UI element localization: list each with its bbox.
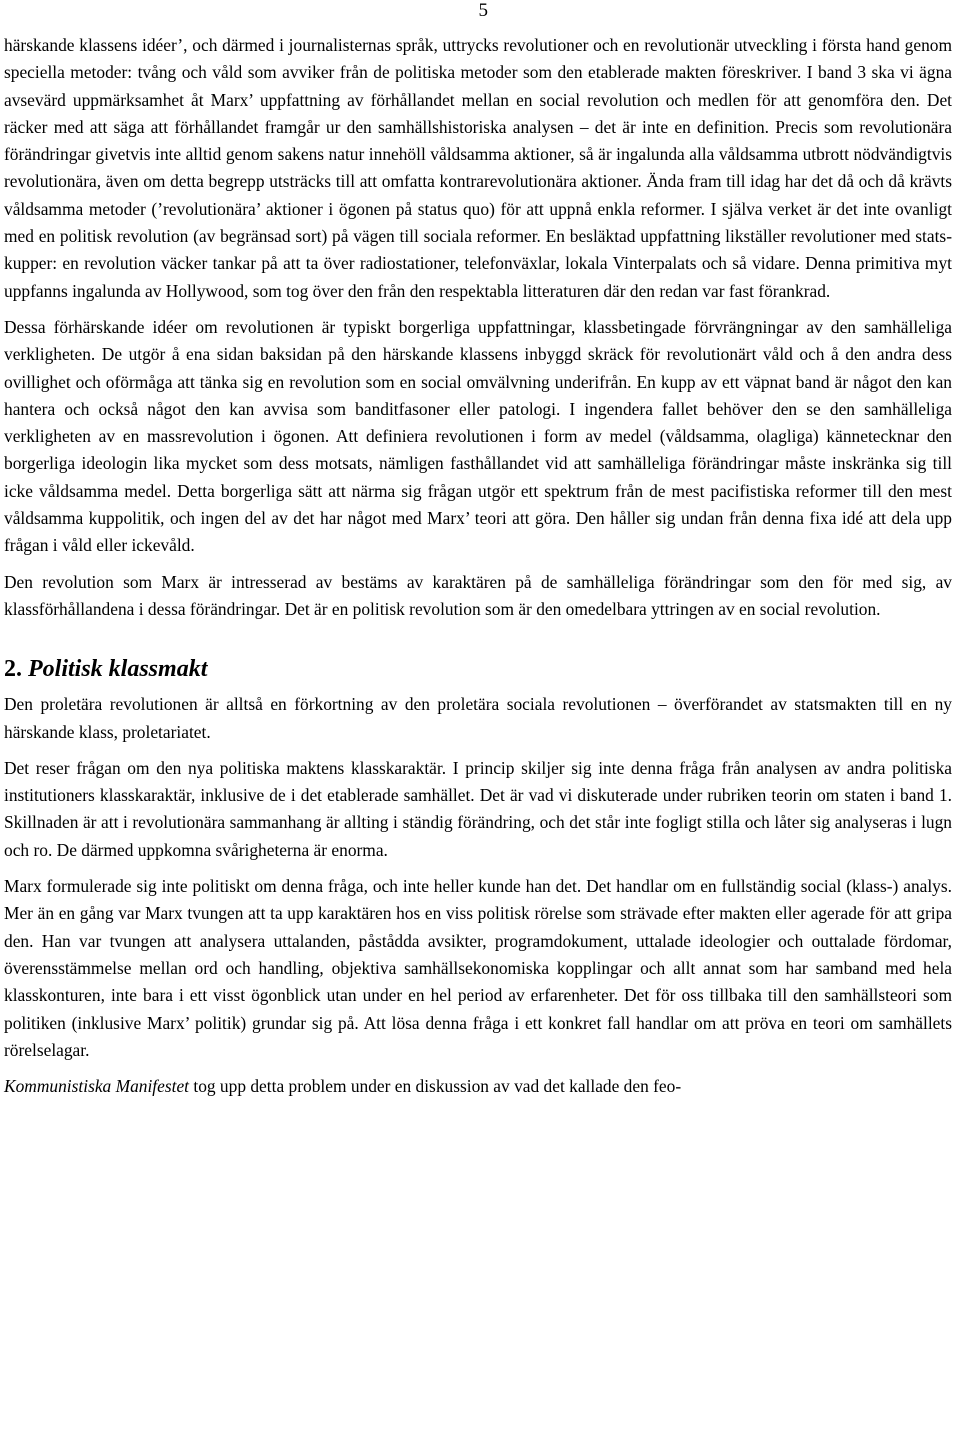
section-number: 2. <box>4 656 22 683</box>
paragraph: Marx formulerade sig inte politiskt om denna fråga, och inte heller kunde han det. Det handlar om en fullständig social (klass-) analys. Mer än en gång var Marx tvungen att ta upp karaktären hos en viss politisk rörelse som strävade efter makten eller agerade för att gripa den. Han var tvungen att analysera uttalanden, påstådda avsikter, programdokument, uttalade ideologier och outtalade fördomar, överensstämmelse mellan ord och handling, objektiva samhällsekonomiska kopplingar och allt annat som har samband med hela klasskonturen, inte bara i ett visst ögonblick utan under en hel period av erfarenheter. Det för oss tillbaka till den samhällsteori som politiken (inklusive Marx’ politik) grundar sig på. Att lösa denna fråga i ett konkret fall handlar om att pröva en teori om samhällets rörelselagar. <box>4 876 952 1060</box>
book-title: Kommunistiska Manifestet <box>4 1076 190 1097</box>
paragraph: Den revolution som Marx är intresserad av bestäms av karaktären på de samhälleliga förändringar som den för med sig, av klassförhållandena i dessa förändringar. Det är en politisk revolution som är den omedelbara yttringen av en social revolution. <box>4 571 952 619</box>
section-title: Politisk klassmakt <box>28 656 208 683</box>
paragraph: Det reser frågan om den nya politiska maktens klasskaraktär. I princip skiljer sig inte denna fråga från analysen av andra politiska institutioners klasskaraktär, inklusive de i det etablerade samhället. Det är vad vi diskuterade under rubriken teorin om staten i band 1. Skillnaden är att i revolutionära sammanhang är allting i ständig förändring, och det står inte fogligt stilla och låter sig analyseras i lugn och ro. De därmed uppkomna svårigheterna är enorma. <box>4 757 952 860</box>
paragraph: Den proletära revolutionen är alltså en förkortning av den proletära sociala revolutionen – överförandet av statsmakten till en ny härskande klass, proletariatet. <box>4 694 952 742</box>
paragraph: Dessa förhärskande idéer om revolutionen är typiskt borgerliga uppfattningar, klassbetingade förvrängningar av den samhälleliga verkligheten. De utgör å ena sidan baksidan på den härskande klassens inbyggd skräck för revolutionärt våld och å den andra dess ovillighet och oförmåga att tänka sig en revolution som en social omvälvning underifrån. En kupp av ett väpnat band är något den kan hantera och också något den kan avvisa som banditfasoner eller patologi. I ingendera fallet behöver den se den samhälleliga verkligheten av en massrevolution i ögonen. Att definiera revolutionen i form av medel (våldsamma, olagliga) kännetecknar den borgerliga ideologin lika mycket som dess motsats, nämligen fasthållandet vid att samhälleliga förändringar måste inskränka sig till icke våldsamma medel. Detta borgerliga sätt att närma sig frågan utgör ett spektrum från de mest pacifistiska reformer till den mest våldsamma kuppolitik, och ingen del av det har något med Marx’ teori att göra. Den håller sig undan från denna fixa idé att dela upp frågan i våld eller ickevåld. <box>4 316 952 556</box>
page-body <box>4 32 952 1100</box>
final-paragraph <box>4 1073 952 1100</box>
paragraph: härskande klassens idéer’, och därmed i journalisternas språk, uttrycks revolutioner och en revolutionär utveckling i första hand genom speciella metoder: tvång och våld som avviker från de politiska metoder som den etablerade makten föreskriver. I band 3 ska vi ägna avsevärd uppmärksamhet åt Marx’ uppfattning av förhållandet mellan en social revolution och medlen för att genomföra den. Det räcker med att säga att förhållandet framgår ur den samhällshistoriska analysen – det är inte en definition. Precis som revolutionära förändringar givetvis inte alltid genom sakens natur innehöll våldsamma aktioner, så är ingalunda alla våldsamma utbrott nödvändigtvis revolutionära, även om detta begrepp utsträcks till att omfatta kontrarevolutionära aktioner. Ända fram till idag har det då och då krävts våldsamma metoder (’revolutionära’ aktioner i ögonen på status quo) för att uppnå enkla reformer. I själva verket är det inte ovanligt med en politisk revolution (av begränsad sort) på vägen till sociala reformer. En besläktad uppfattning likställer revolutioner med statskupper: en revolution väcker tankar på att ta över radiostationer, telefonväxlar, lokala Vinterpalats och så vidare. Denna primitiva myt uppfanns ingalunda av Hollywood, som tog över den från den respektabla litteraturen där den redan var fast förankrad. <box>4 35 952 301</box>
section-heading <box>4 653 952 685</box>
page-number: 5 <box>478 0 488 21</box>
final-paragraph-text: tog upp detta problem under en diskussion av vad det kallade den feo- <box>189 1076 682 1097</box>
